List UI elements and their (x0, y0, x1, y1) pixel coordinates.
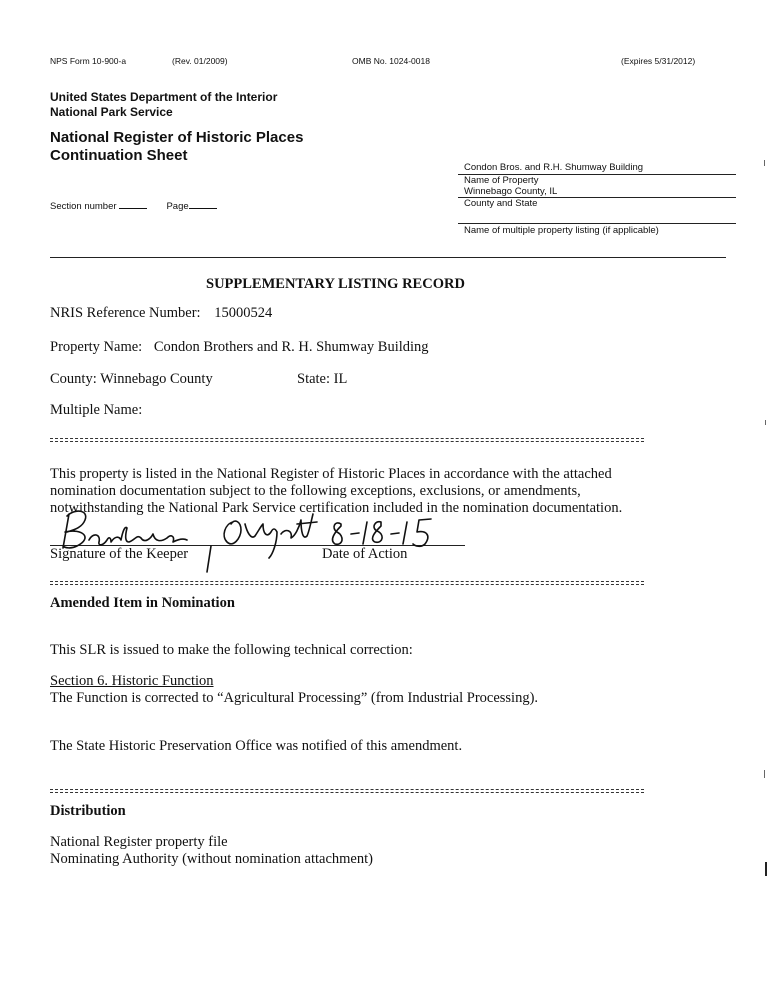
county-value: Winnebago County (100, 371, 213, 387)
state-row (297, 371, 347, 388)
multiple-property-label: Name of multiple property listing (if applicable) (464, 225, 659, 236)
section-divider-2 (50, 581, 644, 585)
section-number-blank (119, 199, 147, 209)
section-number-field (50, 199, 217, 212)
nris-value: 15000524 (214, 305, 273, 321)
distribution-item-2: Nominating Authority (without nomination attachment) (50, 851, 373, 867)
scan-speck (765, 420, 766, 425)
property-name-field-value: Condon Brothers and R. H. Shumway Building (153, 339, 429, 355)
handwritten-signature (55, 502, 465, 574)
multiple-name-label: Multiple Name: (50, 402, 143, 418)
property-name-field-label: Property Name: (50, 339, 143, 355)
county-state-label: County and State (464, 198, 538, 209)
sheet-title: National Register of Historic Places (50, 129, 304, 146)
section-number-label: Section number (50, 201, 117, 212)
page-blank (189, 199, 217, 209)
form-expiration: (Expires 5/31/2012) (621, 56, 696, 66)
state-value: IL (333, 371, 348, 387)
property-name-label: Name of Property (464, 175, 539, 186)
property-row (50, 339, 429, 356)
agency-department: United States Department of the Interior (50, 90, 278, 104)
scan-speck (764, 770, 765, 778)
nris-label: NRIS Reference Number: (50, 305, 201, 321)
page-label: Page (166, 201, 189, 212)
header-divider (50, 257, 726, 258)
agency-service: National Park Service (50, 105, 173, 119)
section-divider-1 (50, 438, 644, 442)
county-row (50, 371, 213, 388)
form-number: NPS Form 10-900-a (50, 56, 127, 66)
distribution-heading: Distribution (50, 803, 126, 819)
amended-heading: Amended Item in Nomination (50, 595, 235, 611)
section-divider-3 (50, 789, 644, 793)
county-label: County: (50, 371, 97, 387)
date-of-action-label: Date of Action (322, 546, 408, 562)
listing-statement: This property is listed in the National Register of Historic Places in accordance with the attached nomination documentation subject to the following exceptions, exclusions, or amendments, notwithstanding the National Park Service certification included in the nomination documentation. (50, 466, 623, 516)
scan-speck (764, 160, 765, 166)
distribution-item-1: National Register property file (50, 834, 228, 850)
county-state-value: Winnebago County, IL (464, 186, 558, 197)
state-label: State: (297, 371, 331, 387)
multiple-property-rule (458, 223, 736, 224)
amended-intro: This SLR is issued to make the following technical correction: (50, 642, 413, 658)
sheet-subtitle: Continuation Sheet (50, 147, 188, 164)
amended-section-title: Section 6. Historic Function (50, 673, 214, 689)
property-name-value: Condon Bros. and R.H. Shumway Building (464, 162, 644, 173)
amended-correction: The Function is corrected to “Agricultural Processing” (from Industrial Processing). (50, 690, 539, 706)
scan-speck (765, 862, 767, 876)
form-revision: (Rev. 01/2009) (172, 56, 228, 66)
record-heading: SUPPLEMENTARY LISTING RECORD (206, 276, 465, 292)
nris-row (50, 305, 272, 322)
amended-notice: The State Historic Preservation Office was notified of this amendment. (50, 738, 463, 754)
omb-number: OMB No. 1024-0018 (352, 56, 430, 66)
signature-label: Signature of the Keeper (50, 546, 189, 562)
